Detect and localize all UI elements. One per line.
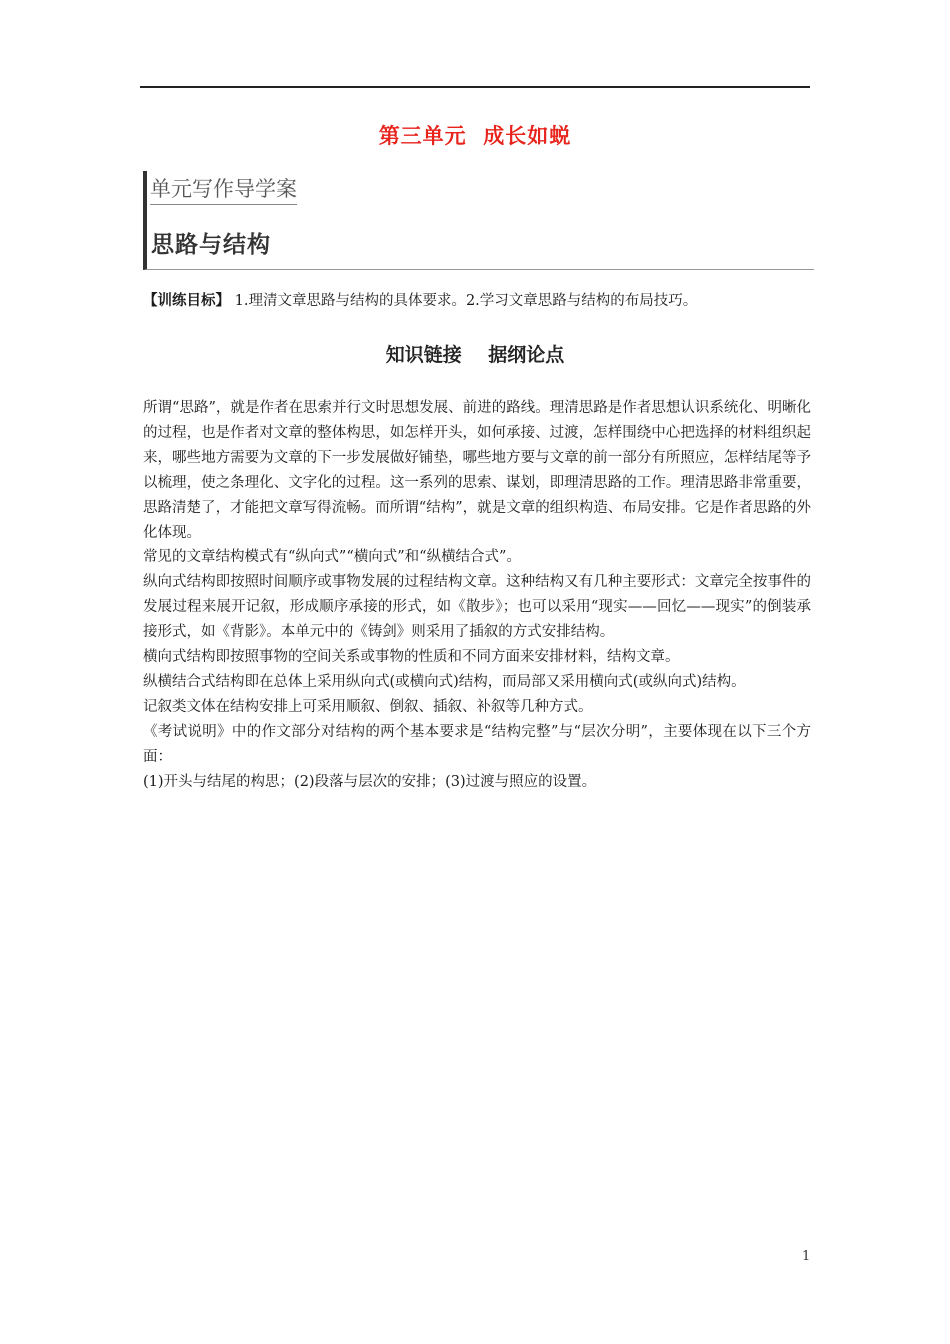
top-rule bbox=[140, 86, 810, 88]
subheading: 知识链接 据纲论点 bbox=[385, 344, 565, 366]
unit-title: 第三单元 成长如蜕 bbox=[378, 124, 572, 148]
paragraph: 常见的文章结构模式有“纵向式”“横向式”和“纵横结合式”。 bbox=[143, 549, 521, 566]
training-goal-label: 【训练目标】 bbox=[143, 292, 230, 309]
paragraph: 横向式结构即按照事物的空间关系或事物的性质和不同方面来安排材料，结构文章。 bbox=[143, 649, 680, 666]
page-number: 1 bbox=[802, 1249, 811, 1264]
paragraph: 记叙类文体在结构安排上可采用顺叙、倒叙、插叙、补叙等几种方式。 bbox=[143, 698, 593, 715]
body-text bbox=[143, 396, 811, 795]
training-goal-text: 1.理清文章思路与结构的具体要求。2.学习文章思路与结构的布局技巧。 bbox=[230, 293, 698, 309]
paragraph: 纵向式结构即按照时间顺序或事物发展的过程结构文章。这种结构又有几种主要形式：文章完全按事件的发展过程来展开记叙，形成顺序承接的形式，如《散步》；也可以采用“现实——回忆——现实”的倒装承接形式，如《背影》。本单元中的《铸剑》则采用了插叙的方式安排结构。 bbox=[143, 574, 811, 641]
training-goal bbox=[143, 289, 697, 310]
paragraph: (1)开头与结尾的构思；(2)段落与层次的安排；(3)过渡与照应的设置。 bbox=[143, 773, 597, 790]
section-title: 思路与结构 bbox=[151, 232, 271, 258]
section-kicker: 单元写作导学案 bbox=[150, 176, 297, 205]
paragraph: 纵横结合式结构即在总体上采用纵向式(或横向式)结构，而局部又采用横向式(或纵向式)结构。 bbox=[143, 673, 746, 690]
paragraph: 《考试说明》中的作文部分对结构的两个基本要求是“结构完整”与“层次分明”，主要体现在以下三个方面： bbox=[143, 723, 811, 765]
paragraph: 所谓“思路”，就是作者在思索并行文时思想发展、前进的路线。理清思路是作者思想认识系统化、明晰化的过程，也是作者对文章的整体构思，如怎样开头，如何承接、过渡，怎样围绕中心把选择的材料组织起来，哪些地方需要为文章的下一步发展做好铺垫，哪些地方要与文章的前一部分有所照应，怎样结尾等予以梳理，使之条理化、文字化的过程。这一系列的思索、谋划，即理清思路的工作。理清思路非常重要，思路清楚了，才能把文章写得流畅。而所谓“结构”，就是文章的组织构造、布局安排。它是作者思路的外化体现。 bbox=[143, 400, 811, 541]
